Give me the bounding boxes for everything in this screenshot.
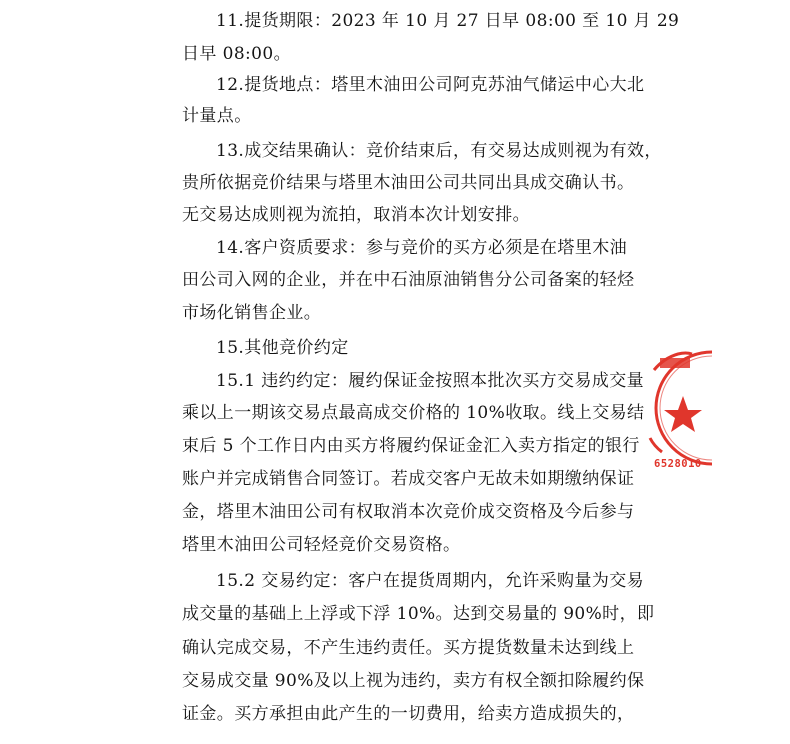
text-line: 市场化销售企业。 [182,303,322,323]
text-line: 证金。买方承担由此产生的一切费用，给卖方造成损失的， [182,704,635,724]
text-line: 确认完成交易，不产生违约责任。买方提货数量未达到线上 [182,638,635,658]
text-line: 塔里木油田公司轻烃竞价交易资格。 [182,535,461,555]
text-line: 贵所依据竞价结果与塔里木油田公司共同出具成交确认书。 [182,173,635,193]
text-line: 交易成交量 90%及以上视为违约，卖方有权全额扣除履约保 [182,671,645,691]
section-heading: 15.其他竞价约定 [216,338,349,358]
text-line: 日早 08:00。 [182,44,291,64]
seal-number: 6528010 [654,458,702,470]
text-line: 15.1 违约约定：履约保证金按照本批次买方交易成交量 [216,371,645,391]
text-line: 田公司入网的企业，并在中石油原油销售分公司备案的轻烃 [182,270,635,290]
text-line: 15.2 交易约定：客户在提货周期内，允许采购量为交易 [216,571,645,591]
text-line: 计量点。 [182,106,252,126]
text-line: 乘以上一期该交易点最高成交价格的 10%收取。线上交易结 [182,403,645,423]
official-seal-stamp [646,340,712,480]
text-line: 成交量的基础上上浮或下浮 10%。达到交易量的 90%时，即 [182,604,655,624]
text-line: 无交易达成则视为流拍，取消本次计划安排。 [182,205,530,225]
text-line: 账户并完成销售合同签订。若成交客户无故未如期缴纳保证 [182,469,635,489]
text-line: 12.提货地点：塔里木油田公司阿克苏油气储运中心大北 [216,75,645,95]
text-line: 14.客户资质要求：参与竞价的买方必须是在塔里木油 [216,238,628,258]
text-line: 13.成交结果确认：竞价结束后，有交易达成则视为有效， [216,141,662,161]
text-line: 11.提货期限：2023 年 10 月 27 日早 08:00 至 10 月 29 [216,11,680,31]
text-line: 束后 5 个工作日内由买方将履约保证金汇入卖方指定的银行 [182,436,640,456]
text-line: 金，塔里木油田公司有权取消本次竞价成交资格及今后参与 [182,502,635,522]
